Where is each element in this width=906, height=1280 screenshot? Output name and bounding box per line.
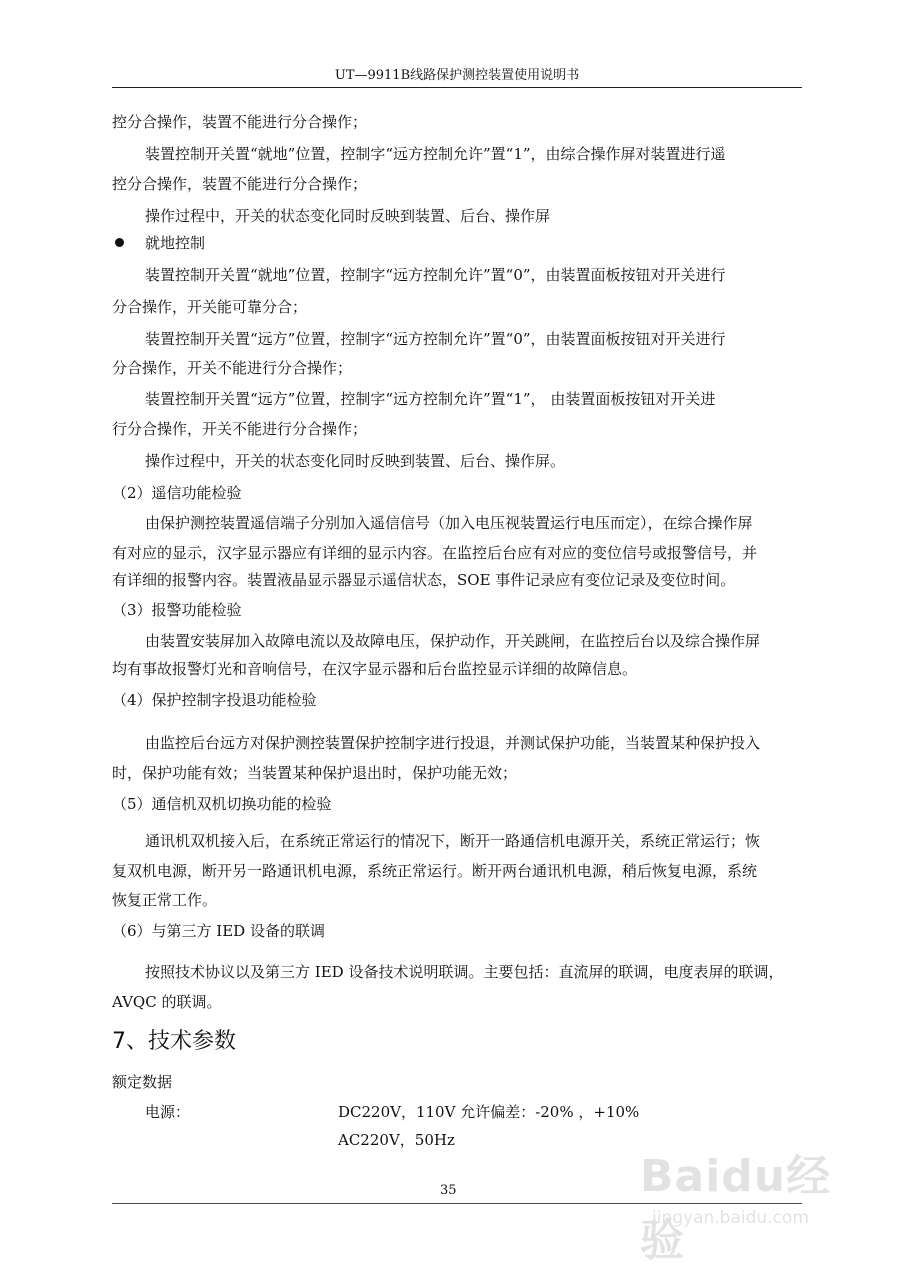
subsection-heading: （4）保护控制字投退功能检验 (112, 691, 317, 709)
paragraph-line: 行分合操作，开关不能进行分合操作； (112, 420, 368, 438)
paragraph-line: 装置控制开关置“就地”位置，控制字“远方控制允许”置“0”，由装置面板按钮对开关进行 (145, 266, 726, 284)
paragraph-line: 复双机电源，断开另一路通讯机电源，系统正常运行。断开两台通讯机电源，稍后恢复电源，系统 (112, 862, 758, 880)
bullet-dot-icon (115, 238, 124, 247)
subsection-heading: （5）通信机双机切换功能的检验 (112, 795, 332, 813)
paragraph-line: 控分合操作，装置不能进行分合操作； (112, 175, 368, 193)
paragraph-line: 按照技术协议以及第三方 IED 设备技术说明联调。主要包括：直流屏的联调，电度表屏的联调， (145, 963, 784, 981)
subsection-heading: （6）与第三方 IED 设备的联调 (112, 922, 325, 940)
paragraph-line: 分合操作，开关能可靠分合； (112, 298, 308, 316)
subsection-heading: （3）报警功能检验 (112, 601, 242, 619)
paragraph-line: 由保护测控装置遥信端子分别加入遥信信号（加入电压视装置运行电压而定），在综合操作屏 (145, 514, 753, 532)
page-number: 35 (440, 1183, 457, 1198)
section-subtitle: 额定数据 (112, 1073, 173, 1091)
power-ac-value: AC220V，50Hz (338, 1131, 455, 1149)
paragraph-line: 由装置安装屏加入故障电流以及故障电压，保护动作，开关跳闸，在监控后台以及综合操作屏 (145, 632, 761, 650)
paragraph-line: 均有事故报警灯光和音响信号，在汉字显示器和后台监控显示详细的故障信息。 (112, 660, 638, 678)
paragraph-line: 分合操作，开关不能进行分合操作； (112, 359, 353, 377)
paragraph-line: 时，保护功能有效；当装置某种保护退出时，保护功能无效； (112, 764, 518, 782)
subsection-heading: （2）遥信功能检验 (112, 484, 242, 502)
paragraph-line: 装置控制开关置“就地”位置，控制字“远方控制允许”置“1”，由综合操作屏对装置进行遥 (145, 145, 726, 163)
paragraph-line: 由监控后台远方对保护测控装置保护控制字进行投退，并测试保护功能，当装置某种保护投入 (145, 734, 761, 752)
paragraph-line: 操作过程中，开关的状态变化同时反映到装置、后台、操作屏 (145, 207, 551, 225)
paragraph-line: 有对应的显示，汉字显示器应有详细的显示内容。在监控后台应有对应的变位信号或报警信号，并 (112, 544, 758, 562)
paragraph-line: 控分合操作，装置不能进行分合操作； (112, 113, 368, 131)
paragraph-line: 装置控制开关置“远方”位置，控制字“远方控制允许”置“1”， 由装置面板按钮对开关进 (145, 390, 716, 408)
section-title: 7、技术参数 (112, 1029, 236, 1054)
page-header: UT—9911B线路保护测控装置使用说明书 (112, 64, 802, 88)
paragraph-line: 装置控制开关置“远方”位置，控制字“远方控制允许”置“0”，由装置面板按钮对开关进行 (145, 330, 726, 348)
power-label: 电源： (145, 1103, 191, 1121)
watermark (640, 1140, 860, 1266)
paragraph-line: 操作过程中，开关的状态变化同时反映到装置、后台、操作屏。 (145, 452, 566, 470)
watermark-logo: Baidu经验 (640, 1151, 832, 1266)
paragraph-line: 通讯机双机接入后，在系统正常运行的情况下，断开一路通信机电源开关，系统正常运行；恢 (145, 832, 761, 850)
bullet-heading: 就地控制 (145, 234, 206, 252)
power-dc-value: DC220V，110V 允许偏差：-20% ，+10% (338, 1103, 640, 1121)
watermark-url: jingyan.baidu.com (652, 1208, 809, 1228)
paragraph-line: 有详细的报警内容。装置液晶显示器显示遥信状态，SOE 事件记录应有变位记录及变位时间。 (112, 571, 736, 589)
paragraph-line: 恢复正常工作。 (112, 891, 218, 909)
paragraph-line: AVQC 的联调。 (112, 993, 222, 1011)
